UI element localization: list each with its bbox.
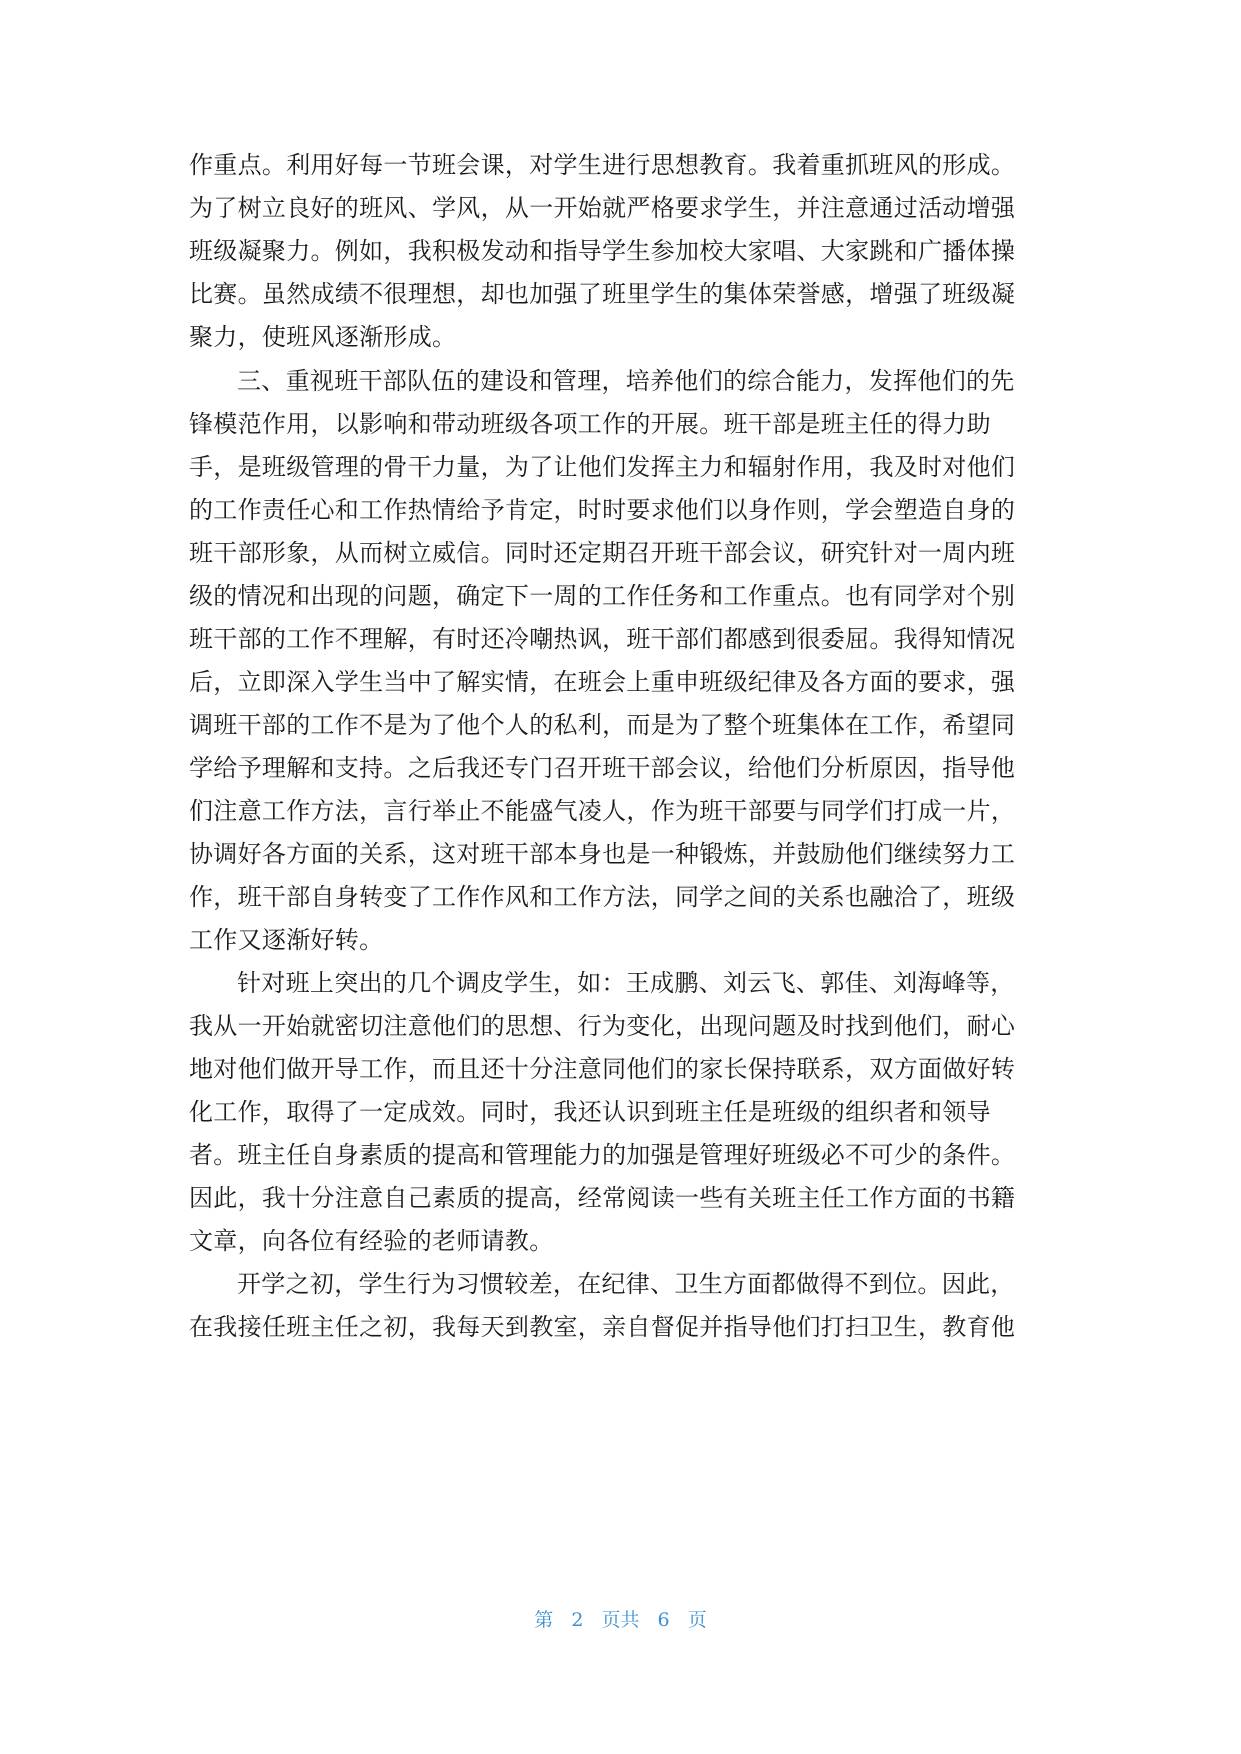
text-line: 锋模范作用，以影响和带动班级各项工作的开展。班干部是班主任的得力助 xyxy=(189,410,991,438)
text-line: 三、重视班干部队伍的建设和管理，培养他们的综合能力，发挥他们的先 xyxy=(237,367,1015,395)
text-line: 地对他们做开导工作，而且还十分注意同他们的家长保持联系，双方面做好转 xyxy=(189,1055,1016,1083)
text-line: 开学之初，学生行为习惯较差，在纪律、卫生方面都做得不到位。因此， xyxy=(237,1270,1015,1298)
text-line: 工作又逐渐好转。 xyxy=(189,926,384,954)
text-line: 针对班上突出的几个调皮学生，如：王成鹏、刘云飞、郭佳、刘海峰等， xyxy=(237,969,1015,997)
page-footer xyxy=(0,1608,1241,1632)
text-line: 作，班干部自身转变了工作作风和工作方法，同学之间的关系也融洽了，班级 xyxy=(189,883,1016,911)
text-line: 后，立即深入学生当中了解实情，在班会上重申班级纪律及各方面的要求，强 xyxy=(189,668,1016,696)
text-line: 比赛。虽然成绩不很理想，却也加强了班里学生的集体荣誉感，增强了班级凝 xyxy=(189,280,1016,308)
page-label-prefix: 第 xyxy=(534,1609,554,1631)
text-line: 为了树立良好的班风、学风，从一开始就严格要求学生，并注意通过活动增强 xyxy=(189,194,1016,222)
text-line: 者。班主任自身素质的提高和管理能力的加强是管理好班级必不可少的条件。 xyxy=(189,1141,1016,1169)
text-line: 在我接任班主任之初，我每天到教室，亲自督促并指导他们打扫卫生，教育他 xyxy=(189,1313,1016,1341)
page-label-suffix: 页 xyxy=(687,1609,707,1631)
text-line: 班干部的工作不理解，有时还冷嘲热讽，班干部们都感到很委屈。我得知情况 xyxy=(189,625,1016,653)
text-line: 学给予理解和支持。之后我还专门召开班干部会议，给他们分析原因，指导他 xyxy=(189,754,1016,782)
text-line: 班干部形象，从而树立威信。同时还定期召开班干部会议，研究针对一周内班 xyxy=(189,539,1016,567)
text-line: 手，是班级管理的骨干力量，为了让他们发挥主力和辐射作用，我及时对他们 xyxy=(189,453,1016,481)
text-line: 聚力，使班风逐渐形成。 xyxy=(189,323,457,351)
text-line: 文章，向各位有经验的老师请教。 xyxy=(189,1227,554,1255)
text-line: 作重点。利用好每一节班会课，对学生进行思想教育。我着重抓班风的形成。 xyxy=(189,151,1016,179)
text-line: 因此，我十分注意自己素质的提高，经常阅读一些有关班主任工作方面的书籍 xyxy=(189,1184,1016,1212)
text-line: 调班干部的工作不是为了他个人的私利，而是为了整个班集体在工作，希望同 xyxy=(189,711,1016,739)
total-pages-number: 6 xyxy=(657,1609,670,1631)
text-line: 我从一开始就密切注意他们的思想、行为变化，出现问题及时找到他们，耐心 xyxy=(189,1012,1016,1040)
text-line: 化工作，取得了一定成效。同时，我还认识到班主任是班级的组织者和领导 xyxy=(189,1098,991,1126)
current-page-number: 2 xyxy=(571,1609,584,1631)
text-line: 们注意工作方法，言行举止不能盛气凌人，作为班干部要与同学们打成一片， xyxy=(189,797,1016,825)
page-label-mid: 页共 xyxy=(601,1609,640,1631)
text-line: 级的情况和出现的问题，确定下一周的工作任务和工作重点。也有同学对个别 xyxy=(189,582,1016,610)
text-line: 协调好各方面的关系，这对班干部本身也是一种锻炼，并鼓励他们继续努力工 xyxy=(189,840,1016,868)
text-line: 的工作责任心和工作热情给予肯定，时时要求他们以身作则，学会塑造自身的 xyxy=(189,496,1016,524)
text-line: 班级凝聚力。例如，我积极发动和指导学生参加校大家唱、大家跳和广播体操 xyxy=(189,237,1016,265)
